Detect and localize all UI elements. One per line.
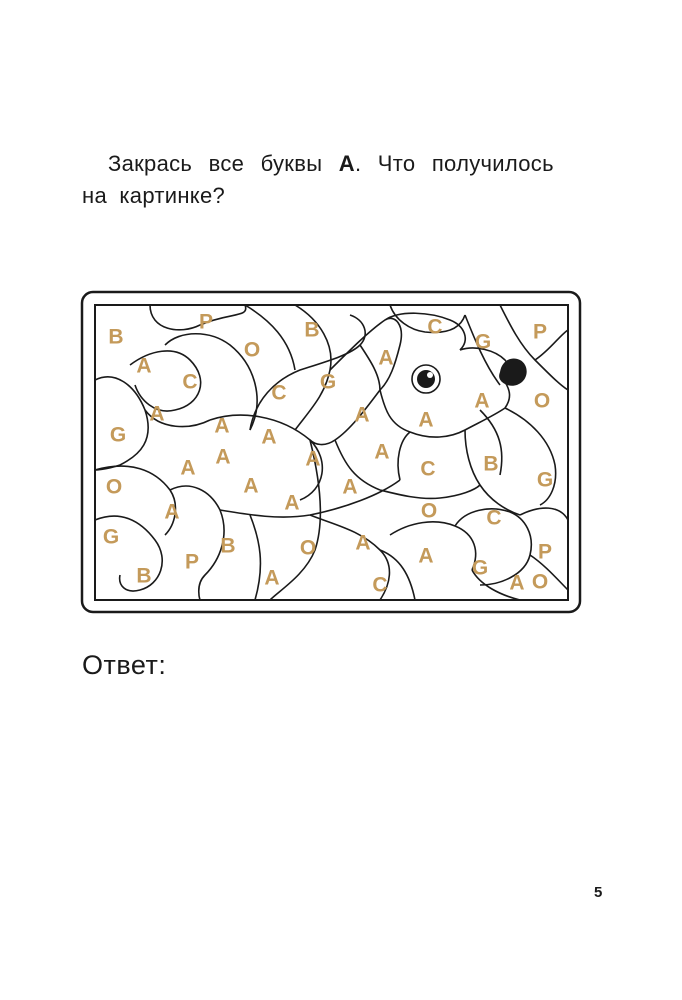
task-line-2: на картинке?: [82, 183, 226, 208]
cell-letter: B: [220, 534, 236, 558]
cell-letter: B: [108, 325, 124, 349]
page-number: 5: [594, 884, 603, 901]
cell-letter: B: [304, 318, 320, 342]
cell-letter: A: [164, 500, 180, 524]
cell-letter: A: [354, 403, 370, 427]
cell-letter: A: [378, 346, 394, 370]
cell-letter: A: [284, 491, 300, 515]
eye-highlight: [427, 372, 433, 378]
coloring-puzzle: [80, 290, 582, 614]
cell-letter: O: [533, 389, 551, 413]
pupil-icon: [417, 370, 435, 388]
cell-letter: C: [372, 573, 388, 597]
puzzle-letters: [103, 311, 553, 597]
cell-letter: A: [215, 445, 231, 469]
cell-letter: A: [418, 544, 434, 568]
cell-letter: A: [305, 447, 321, 471]
cell-letter: G: [536, 468, 554, 492]
cell-letter: C: [420, 457, 436, 481]
task-text-end: . Что получилось: [354, 151, 554, 176]
task-text-start: Закрась все буквы: [108, 151, 339, 176]
cell-letter: B: [136, 564, 152, 588]
cell-letter: C: [271, 381, 287, 405]
cell-letter: A: [149, 402, 165, 426]
cell-letter: O: [420, 499, 438, 523]
target-letter: А: [338, 151, 355, 176]
puzzle-picture: [80, 290, 582, 614]
cell-letter: O: [105, 475, 123, 499]
task-instruction: [82, 148, 582, 212]
cell-letter: O: [299, 536, 317, 560]
cell-letter: C: [486, 506, 502, 530]
cell-letter: P: [532, 320, 548, 344]
cell-letter: A: [243, 474, 259, 498]
nose-icon: [499, 359, 527, 386]
cell-letter: A: [418, 408, 434, 432]
cell-letter: A: [374, 440, 390, 464]
cell-letter: P: [184, 550, 200, 574]
cell-letter: G: [471, 556, 489, 580]
task-line-1: [82, 148, 582, 180]
cell-letter: A: [180, 456, 196, 480]
cell-letter: C: [427, 315, 443, 339]
cell-letter: O: [243, 338, 261, 362]
cell-letter: A: [474, 389, 490, 413]
cell-letter: G: [109, 423, 127, 447]
cell-letter: A: [136, 354, 152, 378]
cell-letter: A: [342, 475, 358, 499]
cell-letter: B: [483, 452, 499, 476]
cell-letter: O: [531, 570, 549, 594]
outer-frame: [82, 292, 580, 612]
cell-letter: G: [102, 525, 120, 549]
cell-letter: A: [509, 571, 525, 595]
cell-letter: A: [264, 566, 280, 590]
cell-letter: G: [474, 330, 492, 354]
cell-letter: P: [537, 540, 553, 564]
cell-letter: A: [214, 414, 230, 438]
cell-letter: G: [319, 370, 337, 394]
cell-letter: C: [182, 370, 198, 394]
cell-letter: A: [355, 531, 371, 555]
cell-letter: A: [261, 425, 277, 449]
answer-label: Ответ:: [82, 650, 167, 680]
cell-letter: P: [198, 310, 214, 334]
